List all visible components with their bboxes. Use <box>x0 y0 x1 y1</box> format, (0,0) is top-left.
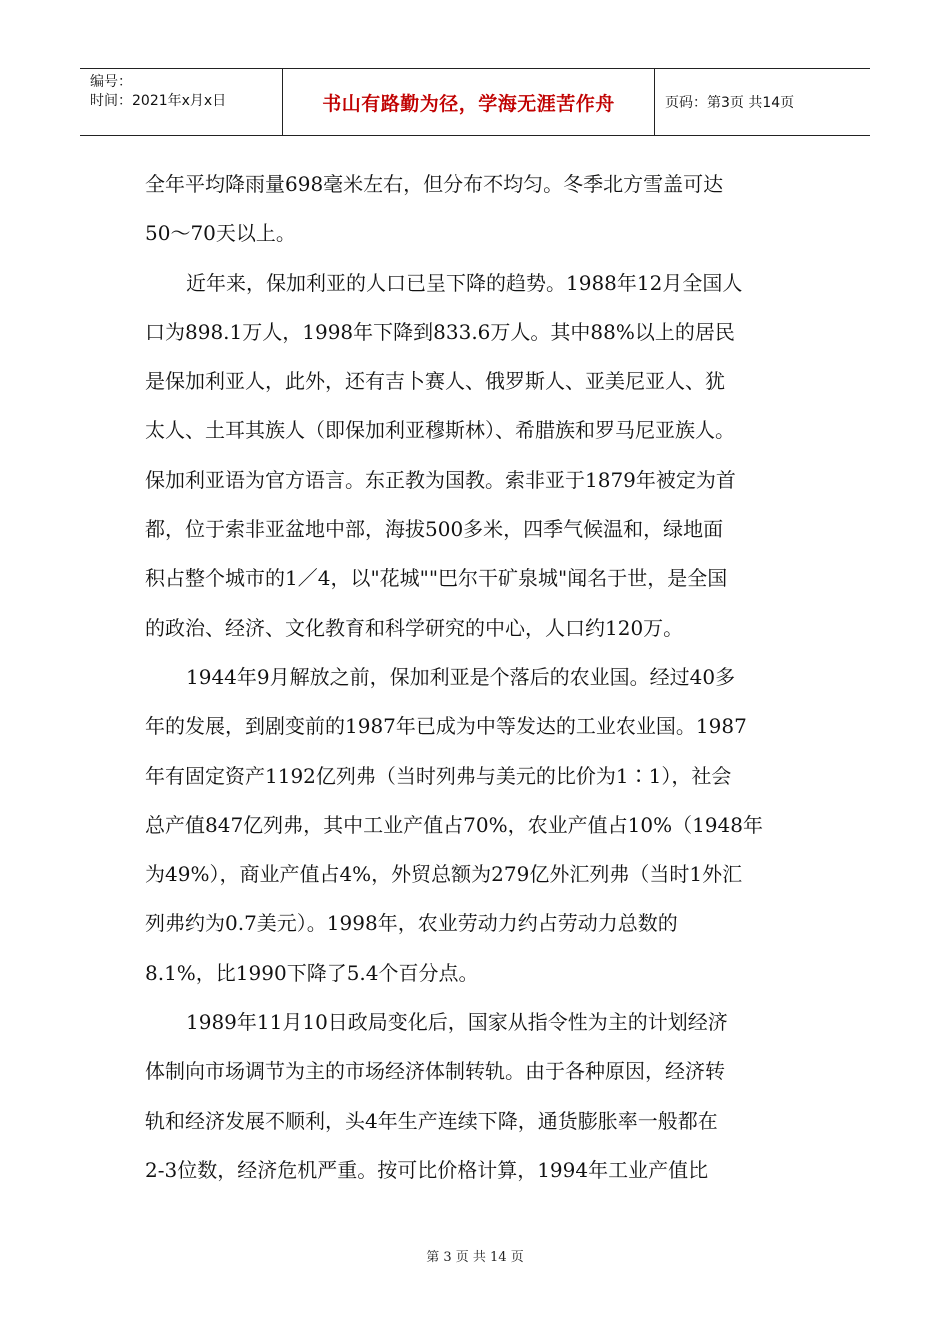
text-line: 年的发展，到剧变前的1987年已成为中等发达的工业农业国。1987 <box>145 714 747 739</box>
header-page-info: 页码：第3页 共14页 <box>665 95 795 111</box>
text-line: 列弗约为0.7美元）。1998年，农业劳动力约占劳动力总数的 <box>145 911 678 936</box>
header-motto: 书山有路勤为径，学海无涯苦作舟 <box>283 69 655 135</box>
document-date: 时间：2021年x月x日 <box>90 93 227 109</box>
text-line: 50～70天以上。 <box>145 221 296 246</box>
text-line: 为49%），商业产值占4%，外贸总额为279亿外汇列弗（当时1外汇 <box>145 862 743 887</box>
page-footer: 第 3 页 共 14 页 <box>426 1250 524 1265</box>
document-body <box>145 160 810 1195</box>
header-meta <box>80 69 283 135</box>
text-line: 1989年11月10日政局变化后，国家从指令性为主的计划经济 <box>186 1010 728 1035</box>
text-line: 保加利亚语为官方语言。东正教为国教。索非亚于1879年被定为首 <box>145 467 736 492</box>
text-line: 1944年9月解放之前，保加利亚是个落后的农业国。经过40多 <box>186 664 736 689</box>
text-line: 的政治、经济、文化教育和科学研究的中心，人口约120万。 <box>145 615 684 640</box>
text-line: 年有固定资产1192亿列弗（当时列弗与美元的比价为1∶1），社会 <box>145 763 732 788</box>
text-line: 积占整个城市的1／4，以"花城""巴尔干矿泉城"闻名于世，是全国 <box>145 566 728 591</box>
text-line: 口为898.1万人，1998年下降到833.6万人。其中88%以上的居民 <box>145 319 735 344</box>
text-line: 是保加利亚人，此外，还有吉卜赛人、俄罗斯人、亚美尼亚人、犹 <box>145 369 725 394</box>
text-line: 总产值847亿列弗，其中工业产值占70%，农业产值占10%（1948年 <box>145 812 763 837</box>
text-line: 太人、土耳其族人（即保加利亚穆斯林）、希腊族和罗马尼亚族人。 <box>145 418 735 443</box>
text-line: 体制向市场调节为主的市场经济体制转轨。由于各种原因，经济转 <box>145 1059 725 1084</box>
text-line: 都，位于索非亚盆地中部，海拔500多米，四季气候温和，绿地面 <box>145 517 724 542</box>
text-line: 轨和经济发展不顺利，头4年生产连续下降，通货膨胀率一般都在 <box>145 1108 718 1133</box>
text-line: 8.1%，比1990下降了5.4个百分点。 <box>145 960 479 985</box>
text-line: 2-3位数，经济危机严重。按可比价格计算，1994年工业产值比 <box>145 1157 709 1182</box>
document-number-label: 编号： <box>90 74 132 90</box>
page-header <box>80 68 870 136</box>
text-line: 全年平均降雨量698毫米左右，但分布不均匀。冬季北方雪盖可达 <box>145 172 724 196</box>
text-line: 近年来，保加利亚的人口已呈下降的趋势。1988年12月全国人 <box>186 270 743 295</box>
